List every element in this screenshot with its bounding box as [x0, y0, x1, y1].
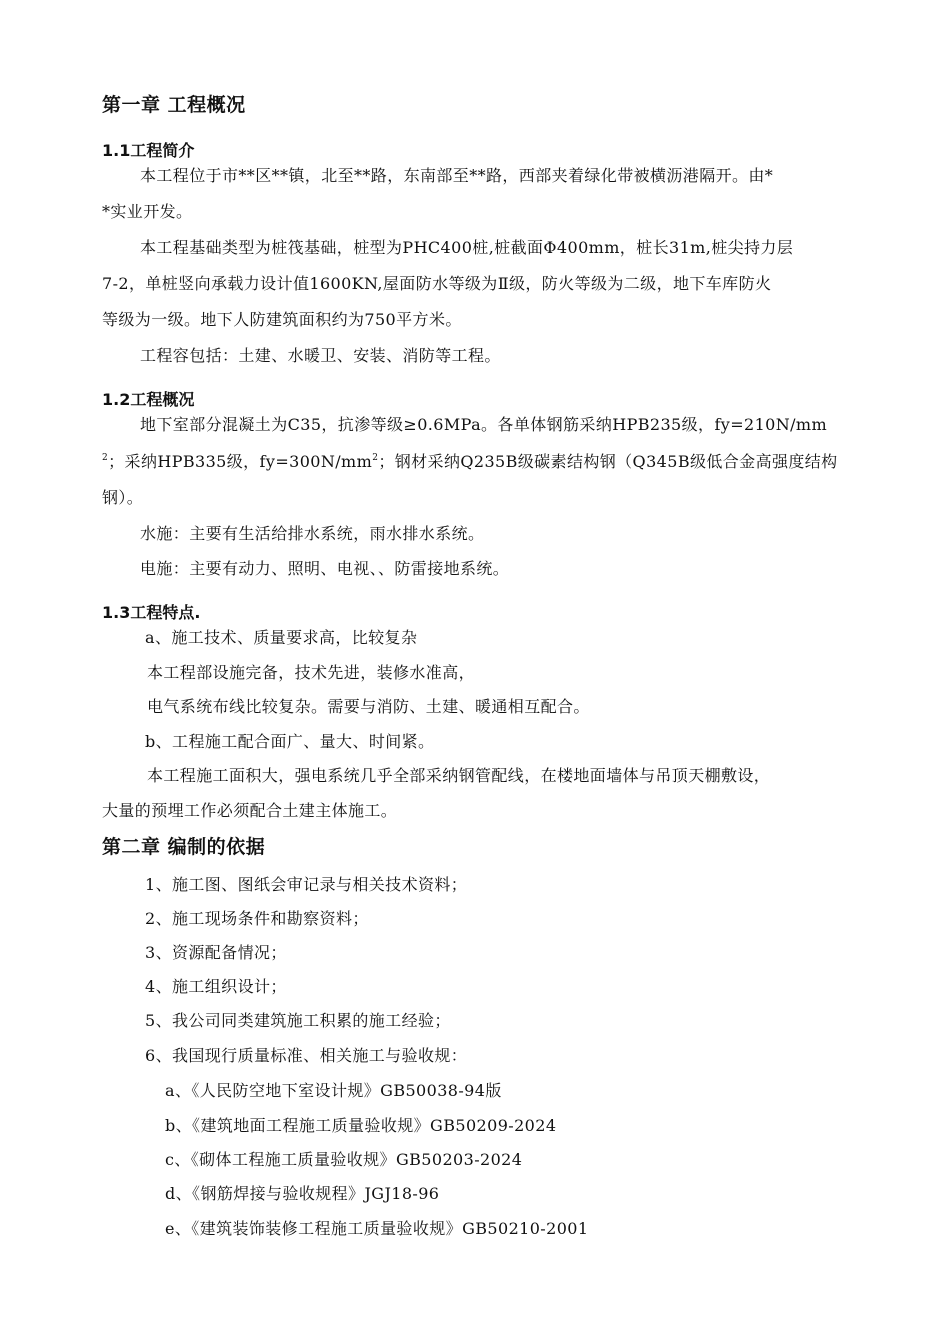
- standard-item: c、《砌体工程施工质量验收规》GB50203-2024: [165, 1150, 523, 1169]
- paragraph-line: b、工程施工配合面广、量大、时间紧。: [145, 732, 435, 751]
- paragraph-line: a、施工技术、质量要求高，比较复杂: [145, 628, 418, 647]
- paragraph-line: 水施：主要有生活给排水系统，雨水排水系统。: [140, 524, 485, 543]
- paragraph-line: 大量的预埋工作必须配合土建主体施工。: [102, 801, 398, 820]
- paragraph-line: [102, 449, 838, 472]
- standard-item: b、《建筑地面工程施工质量验收规》GB50209-2024: [165, 1116, 557, 1135]
- standard-item: a、《人民防空地下室设计规》GB50038-94版: [165, 1081, 502, 1100]
- list-item: 4、施工组织设计；: [145, 977, 287, 996]
- section-1-3-heading: 1.3工程特点.: [102, 603, 201, 622]
- text-span: ；采纳HPB335级，fy=300N/mm: [108, 452, 373, 471]
- paragraph-line: 钢）。: [102, 488, 144, 507]
- list-item: 5、我公司同类建筑施工积累的施工经验；: [145, 1011, 451, 1030]
- paragraph-line: 工程容包括：土建、水暖卫、安装、消防等工程。: [140, 346, 501, 365]
- section-1-1-heading: 1.1工程简介: [102, 141, 195, 160]
- superscript: 2: [372, 453, 379, 463]
- list-item: 2、施工现场条件和勘察资料；: [145, 909, 369, 928]
- chapter-1-title: 第一章 工程概况: [102, 94, 246, 116]
- paragraph-line: *实业开发。: [102, 202, 193, 221]
- paragraph-line: 本工程部设施完备，技术先进，装修水准高，: [147, 663, 476, 682]
- standard-item: d、《钢筋焊接与验收规程》JGJ18-96: [165, 1184, 440, 1203]
- list-item: 6、我国现行质量标准、相关施工与验收规：: [145, 1046, 468, 1065]
- list-item: 3、资源配备情况；: [145, 943, 287, 962]
- text-span: ；钢材采纳Q235B级碳素结构钢（Q345B级低合金高强度结构: [378, 452, 838, 471]
- standard-item: e、《建筑装饰装修工程施工质量验收规》GB50210-2001: [165, 1219, 589, 1238]
- list-item: 1、施工图、图纸会审记录与相关技术资料；: [145, 875, 468, 894]
- superscript: 2: [102, 453, 109, 463]
- section-1-2-heading: 1.2工程概况: [102, 390, 195, 409]
- paragraph-line: 等级为一级。地下人防建筑面积约为750平方米。: [102, 310, 462, 329]
- paragraph-line: 地下室部分混凝土为C35，抗渗等级≥0.6MPa。各单体钢筋采纳HPB235级，fy=210N/mm: [140, 415, 828, 434]
- paragraph-line: 电施：主要有动力、照明、电视、、防雷接地系统。: [140, 559, 510, 578]
- paragraph-line: 7-2，单桩竖向承载力设计值1600KN,屋面防水等级为Ⅱ级，防火等级为二级，地下车库防火: [102, 274, 772, 293]
- paragraph-line: 本工程位于市**区**镇，北至**路，东南部至**路，西部夹着绿化带被横沥港隔开。由*: [140, 166, 774, 185]
- paragraph-line: 本工程基础类型为桩筏基础，桩型为PHC400桩,桩截面Φ400mm，桩长31m,桩尖持力层: [140, 238, 794, 257]
- chapter-2-title: 第二章 编制的依据: [102, 836, 266, 858]
- paragraph-line: 本工程施工面积大，强电系统几乎全部采纳钢管配线，在楼地面墙体与吊顶天棚敷设，: [147, 766, 771, 785]
- paragraph-line: 电气系统布线比较复杂。需要与消防、土建、暖通相互配合。: [147, 697, 590, 716]
